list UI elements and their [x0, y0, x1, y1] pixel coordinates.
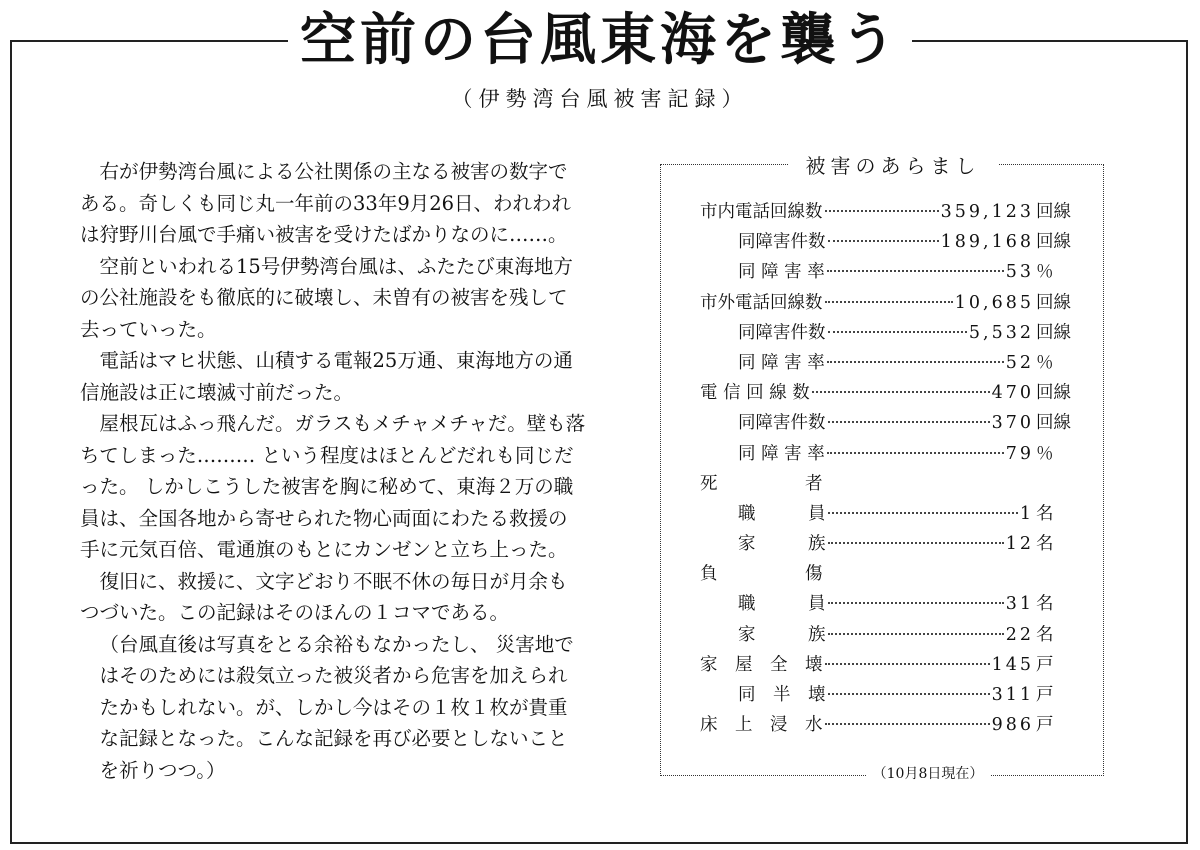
- stat-row: 家 族 12 名: [738, 534, 1054, 555]
- stat-row: 電 信 回 線 数 470 回線: [700, 383, 1071, 404]
- paragraph: 右が伊勢湾台風による公社関係の主なる被害の数字である。奇しくも同じ丸一年前の33年9月26日、われわれは狩野川台風で手痛い被害を受けたばかりなのに……。: [80, 160, 572, 246]
- paragraph: 復旧に、救援に、文字どおり不眠不休の毎日が月余もつづいた。この記録はそのほんの１コマである。: [80, 569, 568, 624]
- stat-row: 同 半 壊 311 戸: [738, 685, 1054, 705]
- stat-row: 同 障 害 率 79 ％: [738, 443, 1054, 464]
- stat-row: 市内電話回線数 359,123 回線: [700, 202, 1071, 222]
- article-body: [80, 156, 586, 786]
- as-of-date: （10月8日現在）: [866, 763, 990, 783]
- stat-row: 床 上 浸 水 986 戸: [700, 715, 1054, 736]
- paragraph: 空前といわれる15号伊勢湾台風は、ふたたび東海地方の公社施設をも徹底的に破壊し、未曽有の被害を残して去っていった。: [80, 254, 573, 341]
- damage-stats-list: [700, 198, 1090, 741]
- stat-row: 市外電話回線数 10,685 回線: [700, 292, 1071, 313]
- stat-row: 職 員 31 名: [738, 594, 1054, 615]
- page-subtitle: （伊勢湾台風被害記録）: [451, 87, 749, 111]
- stat-group-heading: 死 者: [700, 473, 823, 494]
- note-paragraph: （台風直後は写真をとる余裕もなかったし、 災害地ではそのためには殺気立った被災者から危害を加えられたかもしれない。が、しかし今はその１枚１枚が貴重な記録となった。こんな記録を再び必要としないことを祈りつつ。）: [99, 632, 574, 782]
- page-title: 空前の台風東海を襲う: [300, 7, 900, 73]
- damage-summary-title: 被害のあらまし: [788, 150, 998, 179]
- stat-group-heading: 負 傷: [700, 564, 823, 585]
- paragraph: 電話はマヒ状態、山積する電報25万通、東海地方の通信施設は正に壊滅寸前だった。: [80, 349, 573, 404]
- stat-row: 家 屋 全 壊 145 戸: [700, 654, 1054, 675]
- stat-row: 同障害件数 370 回線: [738, 413, 1071, 434]
- paragraph: 屋根瓦はふっ飛んだ。ガラスもメチャメチャだ。壁も落ちてしまった……… という程度はほとんどだれも同じだった。 しかしこうした被害を胸に秘めて、東海２万の職員は、全国各地から寄せられた物心両面にわたる救援の手に元気百倍、電通旗のもとにカンゼンと立ち上った。: [80, 412, 586, 561]
- stat-row: 同障害件数 5,532 回線: [738, 322, 1071, 343]
- stat-row: 同 障 害 率 52 ％: [738, 352, 1054, 373]
- stat-row: 同 障 害 率 53 ％: [738, 262, 1054, 283]
- stat-row: 同障害件数 189,168 回線: [738, 232, 1071, 253]
- stat-row: 家 族 22 名: [738, 624, 1054, 645]
- stat-row: 職 員 1 名: [738, 503, 1054, 524]
